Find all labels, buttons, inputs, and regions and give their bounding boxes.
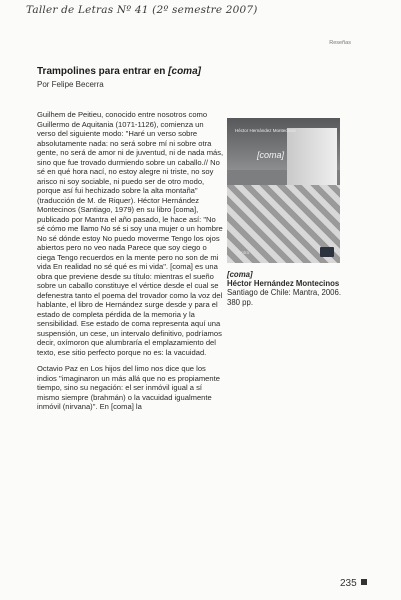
article-title-prefix: Trampolines para entrar en — [37, 66, 169, 77]
article-title — [37, 66, 201, 77]
caption-publication: Santiago de Chile: Mantra, 2006. 380 pp. — [227, 288, 341, 307]
cover-author: Héctor Hernández Montecinos — [235, 128, 296, 133]
body-paragraph-2: Octavio Paz en Los hijos del limo nos dice que los indios "imaginaron un más allá que no es propiamente tiempo, sino su negación: el ser inmóvil igual a sí mismo siempre (brahmán) o la vacuidad igualmente inmóvil (nirvana)". En [coma] la — [37, 364, 220, 411]
article-body — [37, 110, 224, 412]
publisher-logo-icon — [320, 247, 334, 257]
caption-title: [coma] — [227, 270, 253, 279]
byline: Por Felipe Becerra — [37, 80, 104, 89]
handwritten-note: Taller de Letras Nº 41 (2º semestre 2007) — [26, 4, 258, 16]
book-cover-image — [227, 118, 340, 263]
section-label: Reseñas — [329, 40, 351, 46]
book-caption — [227, 270, 347, 307]
square-bullet-icon — [361, 579, 367, 585]
page-number — [340, 578, 367, 589]
body-paragraph-1: Guilhem de Peitieu, conocido entre nosotros como Guillermo de Aquitania (1071-1126), comienza un verso del siguiente modo: "Haré un verso sobre absolutamente nada: no será sobre mí ni sobre otra gente, no será de amor ni de juventud, ni de nada más, sino que fue trovado durmiendo sobre un caballo.// No sé en qué hora nací, no estoy alegre ni triste, no soy arisco ni soy sociable, ni puedo ser de otro modo, porque así fui hechizado sobre la alta montaña" (traducción de M. de Riquer). Héctor Hernández Montecinos (Santiago, 1979) en su libro [coma], publicado por Mantra el año pasado, le hace así: "No sé cómo me llamo No sé si soy una mujer o un hombre No sé dónde estoy No puedo moverme Tengo los ojos abiertos pero no veo nada Parece que soy ciego o ciega Tengo recuerdos en la mente pero no son de mi vida En realidad no sé qué es mi vida". [coma] es una obra que previene desde su título: mientras el sueño sobre un caballo constituye el vértice desde el cual se defenestra tanto el poema del trovador como la voz del hablante, el libro de Hernández surge desde y para el estado de completa pérdida de la memoria y la sensibilidad. Ese estado de coma representa aquí una suspensión, un cese, un intervalo definitivo, podríamos decir, oxímoron que alumbraría el emplazamiento del texto, ese sitio perfecto porque no es: la vacuidad. — [37, 110, 224, 357]
caption-author: Héctor Hernández Montecinos — [227, 279, 340, 289]
cover-publisher: Mantra — [235, 250, 250, 255]
article-title-book: [coma] — [168, 66, 201, 77]
cover-title: [coma] — [257, 150, 285, 160]
page-number-text: 235 — [340, 578, 357, 589]
